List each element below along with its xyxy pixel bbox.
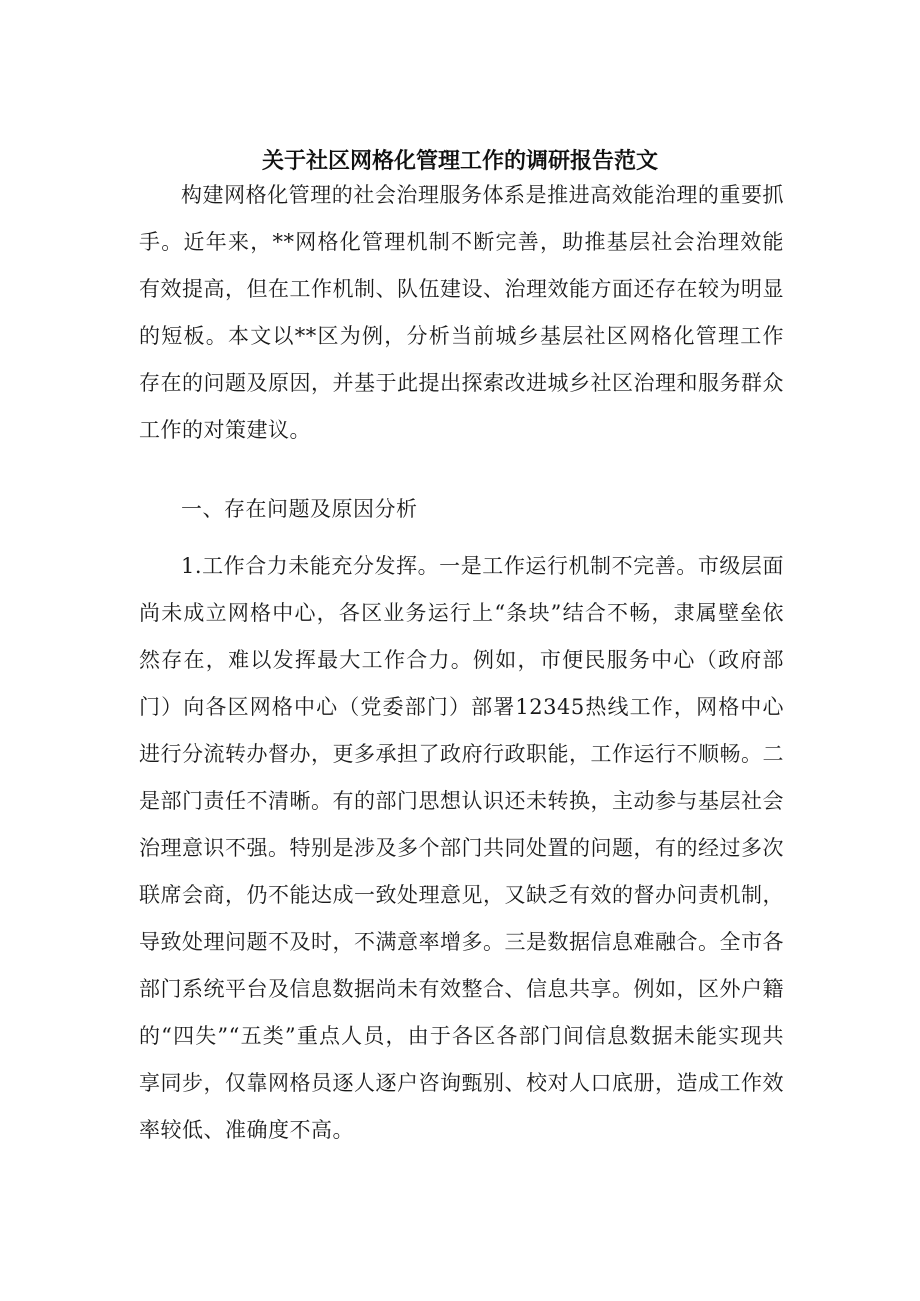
intro-paragraph: 构建网格化管理的社会治理服务体系是推进高效能治理的重要抓手。近年来，**网格化管理机制不断完善，助推基层社会治理效能有效提高，但在工作机制、队伍建设、治理效能方面还存在较为明显的短板。本文以**区为例，分析当前城乡基层社区网格化管理工作存在的问题及原因，并基于此提出探索改进城乡社区治理和服务群众工作的对策建议。 [139,183,784,442]
section-heading: 一、存在问题及原因分析 [181,497,418,521]
body-paragraph: 1.工作合力未能充分发挥。一是工作运行机制不完善。市级层面尚未成立网格中心，各区业务运行上“条块”结合不畅，隶属壁垒依然存在，难以发挥最大工作合力。例如，市便民服务中心（政府部门）向各区网格中心（党委部门）部署12345热线工作，网格中心进行分流转办督办，更多承担了政府行政职能，工作运行不顺畅。二是部门责任不清晰。有的部门思想认识还未转换，主动参与基层社会治理意识不强。特别是涉及多个部门共同处置的问题，有的经过多次联席会商，仍不能达成一致处理意见，又缺乏有效的督办问责机制，导致处理问题不及时，不满意率增多。三是数据信息难融合。全市各部门系统平台及信息数据尚未有效整合、信息共享。例如，区外户籍的“四失”“五类”重点人员，由于各区各部门间信息数据未能实现共享同步，仅靠网格员逐人逐户咨询甄别、校对人口底册，造成工作效率较低、准确度不高。 [139,554,784,1142]
document-title: 关于社区网格化管理工作的调研报告范文 [261,149,658,174]
